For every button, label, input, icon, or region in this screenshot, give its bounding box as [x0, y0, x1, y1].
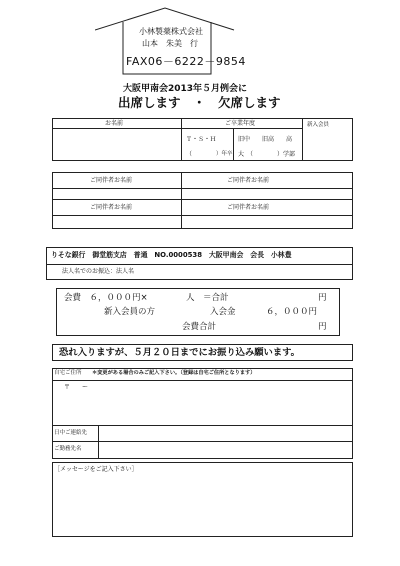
corporate-name-field[interactable] [150, 266, 350, 278]
fax-number: FAX06－6222－9854 [126, 55, 246, 68]
attendee-count-field[interactable] [152, 292, 180, 303]
school-options-1: 旧中 旧高 高 [238, 136, 293, 143]
message-field[interactable] [54, 476, 351, 535]
corporate-name-label: 法人名でのお振込：法人名 [62, 268, 135, 275]
fee-line3-unit: 円 [318, 322, 327, 332]
name-header: お名前 [105, 120, 124, 127]
fee-line1-unit: 円 [318, 293, 327, 303]
companion-label-4: ご同伴者お名前 [227, 204, 270, 211]
fax-company: 小林製薬株式会社 [139, 27, 203, 36]
fee-line2-left: 新入会員の方 [104, 307, 156, 317]
companion-name-field-2[interactable] [183, 189, 351, 198]
message-label: ［メッセージをご記入下さい］ [54, 466, 138, 473]
era-options: Ｔ・Ｓ・Ｈ [186, 136, 217, 143]
event-title: 大阪甲南会2013年５月例会に [123, 84, 248, 94]
fee-line3: 会費合計 [182, 322, 217, 332]
companion-name-field-1[interactable] [54, 189, 180, 198]
address-field[interactable] [54, 394, 351, 423]
companion-name-field-3[interactable] [54, 216, 180, 228]
total-field[interactable] [232, 292, 312, 303]
new-member-header: 新入会員 [307, 122, 330, 128]
paren-open: （ [186, 151, 193, 158]
day-contact-label: 日中ご連絡先 [54, 430, 88, 436]
attendance-title: 出席します ・ 欠席します [118, 95, 281, 110]
workplace-label: ご勤務先名 [54, 446, 82, 452]
fee-total-field[interactable] [228, 321, 312, 332]
grad-year-header: ご卒業年度 [225, 120, 256, 127]
year-suffix: ）年卒 [216, 151, 233, 157]
fee-line1-mid: 人 ＝合計 [186, 293, 229, 303]
address-label: 自宅ご住所 [54, 370, 82, 376]
new-member-checkbox-area[interactable] [304, 130, 351, 159]
address-note: ＊変更がある場合のみご記入下さい。（登録は自宅ご住所となります） [92, 370, 256, 376]
companion-label-1: ご同伴者お名前 [90, 177, 133, 184]
bank-account: りそな銀行 御堂筋支店 普通 NO.0000538 大阪甲南会 会長 小林豊 [51, 251, 292, 259]
companion-name-field-4[interactable] [183, 216, 351, 228]
fax-recipient: 山本 朱美 行 [142, 39, 198, 48]
workplace-field[interactable] [100, 443, 351, 457]
companion-label-2: ご同伴者お名前 [227, 177, 270, 184]
fee-line2-amount: ６，０００円 [266, 307, 318, 317]
day-contact-field[interactable] [100, 427, 351, 439]
postal-code-label: 〒 ー [64, 384, 89, 391]
fee-line2-mid: 入会金 [210, 307, 236, 317]
school-options-2: 大 （ ）学部 [238, 151, 296, 158]
payment-notice: 恐れ入りますが、５月２０日までにお振り込み願います。 [59, 347, 300, 358]
name-field[interactable] [54, 130, 179, 159]
companion-label-3: ご同伴者お名前 [90, 204, 133, 211]
fee-line1-left: 会費 ６，０００円× [64, 293, 148, 303]
